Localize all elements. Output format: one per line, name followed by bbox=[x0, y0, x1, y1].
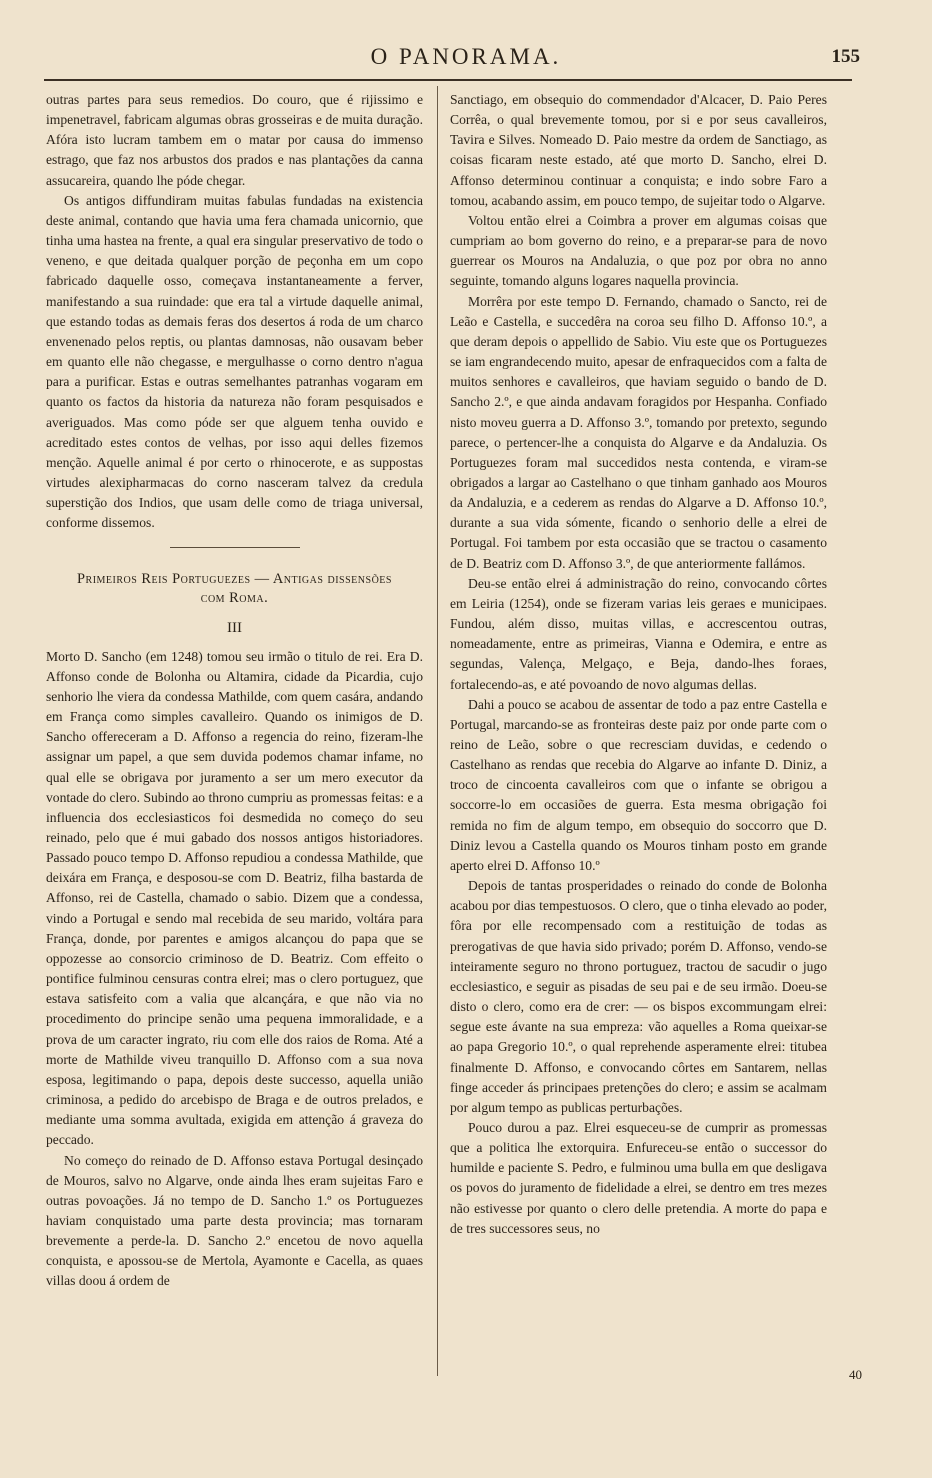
paragraph: outras partes para seus remedios. Do couro, que é rijissimo e impenetravel, fabricam algumas obras grosseiras e de muita duração. Afóra isto lucram tambem em o matar por causa do immenso estrago, que faz nos arbustos dos prados e nas plantações da canna assucareira, quando lhe póde chegar. bbox=[46, 92, 423, 188]
paragraph: Morrêra por este tempo D. Fernando, chamado o Sancto, rei de Leão e Castella, e succedêra na coroa seu filho D. Affonso 10.º, a que deram depois o appellido de Sabio. Viu este que os Portuguezes se iam engrandecendo muito, apesar de enfraquecidos com a falta de muitos senhores e cavalleiros, que haviam seguido o bando de D. Sancho 2.º, e que ainda andavam foragidos por Hespanha. Confiado nisto moveu guerra a D. Affonso 3.º, tomando por pretexto, segundo parece, o pertencer-lhe a conquista do Algarve e da Andaluzia. Os Portuguezes foram mal succedidos nesta contenda, e viram-se obrigados a largar ao Castelhano o que tinham ganhado aos Mouros da Andaluzia, e a cederem as rendas do Algarve a D. Affonso 10.º, durante a sua vida sómente, ficando o senhorio delle a elrei de Portugal. Foi tambem por esta occasião que se tractou o casamento de D. Beatriz com D. Affonso 3.º, de que anteriormente fallámos. bbox=[450, 293, 827, 571]
paragraph: Pouco durou a paz. Elrei esqueceu-se de cumprir as promessas que a politica lhe extorquira. Enfureceu-se então o successor do humilde e paciente S. Pedro, e fulminou uma bulla em que desligava os povos do juramento de fidelidade a elrei, se dentro em tres mezes não estivesse por quanto o clero delle pretendia. A morte do papa e de tres successores seus, no bbox=[450, 1119, 827, 1236]
paragraph: Dahi a pouco se acabou de assentar de todo a paz entre Castella e Portugal, marcando-se as fronteiras deste paiz por onde parte com o reino de Leão, sobre o que recresciam duvidas, e cedendo o Castelhano as rendas que recebia do Algarve ao infante D. Diniz, a troco de cincoenta cavalleiros com que o infante se obrigou a soccorre-lo em occasiões de guerra. Esta mesma obrigação foi remida no fim de algum tempo, em obsequio do soccorro que D. Diniz levou a Castella quando os Mouros tinham posto em grande aperto elrei D. Affonso 10.º bbox=[450, 696, 827, 873]
section-title bbox=[46, 570, 423, 608]
page-header bbox=[44, 42, 888, 78]
signature-mark: 40 bbox=[849, 1367, 862, 1382]
page-title: O PANORAMA. bbox=[370, 44, 562, 69]
paragraph: No começo do reinado de D. Affonso estava Portugal desinçado de Mouros, salvo no Algarve, onde ainda lhes eram sujeitas Faro e outras povoações. Já no tempo de D. Sancho 1.º os Portuguezes haviam conquistado uma parte desta provincia; mas tornaram brevemente a perde-la. D. Sancho 2.º encetou de novo aquella conquista, e apossou-se de Mertola, Ayamonte e Cacella, as quaes villas doou á ordem de bbox=[46, 1152, 423, 1289]
paragraph: Deu-se então elrei á administração do reino, convocando côrtes em Leiria (1254), onde se fizeram varias leis geraes e municipaes. Fundou, além disso, muitas villas, e accrescentou outras, nomeadamente, entre as primeiras, Vianna e Odemira, e entre as segundas, Valença, Melgaço, e Beja, dando-lhes foraes, fortalecendo-as, e até povoando de novo algumas dellas. bbox=[450, 575, 827, 692]
header-rule bbox=[44, 79, 852, 81]
page-number: 155 bbox=[831, 46, 860, 67]
section-number: III bbox=[227, 620, 242, 637]
section-title-line: com Roma. bbox=[200, 590, 269, 607]
paragraph: Voltou então elrei a Coimbra a prover em algumas coisas que cumpriam ao bom governo do reino, e a preparar-se para de novo guerrear os Mouros na Andaluzia, o que poz por obra no anno seguinte, tomando alguns logares naquella provincia. bbox=[450, 212, 827, 289]
column-divider bbox=[437, 86, 438, 1376]
left-column bbox=[46, 90, 423, 1292]
section-end-rule bbox=[170, 547, 300, 548]
section-title-line: Primeiros Reis Portuguezes — Antigas dissensões bbox=[77, 571, 392, 588]
paragraph: Sanctiago, em obsequio do commendador d'Alcacer, D. Paio Peres Corrêa, o qual brevemente tomou, por si e por seus cavalleiros, Tavira e Silves. Nomeado D. Paio mestre da ordem de Sanctiago, as coisas ficaram neste estado, até que morto D. Sancho, elrei D. Affonso determinou continuar a conquista; e indo sobre Faro a tomou, acabando assim, em pouco tempo, de sujeitar todo o Algarve. bbox=[450, 92, 827, 208]
paragraph: Depois de tantas prosperidades o reinado do conde de Bolonha acabou por dias tempestuosos. O clero, que o tinha elevado ao poder, fôra por elle recompensado com a restituição de todas as prerogativas de que havia sido privado; porém D. Affonso, vendo-se inteiramente seguro no throno portuguez, tractou de sacudir o jugo ecclesiastico, e seguir as pisadas de seu pai e de seu irmão. Doeu-se disto o clero, como era de crer: — os bispos excommungam elrei: segue este ávante na sua empreza: vão aquelles a Roma queixar-se ao papa Gregorio 10.º, o qual reprehende asperamente elrei: titubea finalmente D. Affonso, e convocando côrtes em Santarem, nellas finge acceder ás principaes pretenções do clero; e assim se acalmam por algum tempo as publicas perturbações. bbox=[450, 878, 827, 1115]
paragraph: Morto D. Sancho (em 1248) tomou seu irmão o titulo de rei. Era D. Affonso conde de Bolonha ou Altamira, cidade da Picardia, cujo senhorio lhe viera da condessa Mathilde, com quem casára, andando em França como simples cavalleiro. Quando os inimigos de D. Sancho offereceram a D. Affonso a regencia do reino, fizeram-lhe assignar um papel, a que sem duvida podemos chamar infame, no qual elle se obrigava por juramento a ser um mero executor da vontade do clero. Subindo ao throno cumpriu as promessas feitas: e a influencia dos ecclesiasticos foi desmedida no começo do seu reinado, pelo que é mui gabado dos nossos antigos historiadores. Passado pouco tempo D. Affonso repudiou a condessa Mathilde, que deixára em França, e desposou-se com D. Beatriz, filha bastarda de Affonso, rei de Castella, chamado o sabio. Dizem que a condessa, vindo a Portugal e sendo mal recebida de seu marido, voltára para França, donde, por parentes e amigos alcançou do papa que se oppozesse ao consorcio criminoso de D. Beatriz. Com effeito o pontifice fulminou censuras contra elrei; mas o clero portuguez, que estava satisfeito com a valia que alcançára, e que não via no procedimento do principe senão uma pequena immoralidade, e a prova de um caracter ingrato, riu com elle dos raios de Roma. Até a morte de Mathilde viveu tranquillo D. Affonso com a sua nova esposa, legitimando o papa, depois deste successo, aquella união criminosa, a pedido do arcebispo de Braga e de outros prelados, e mediante uma somma avultada, exigida em attenção á graveza do peccado. bbox=[46, 648, 423, 1148]
paragraph: Os antigos diffundiram muitas fabulas fundadas na existencia deste animal, contando que havia uma fera chamada unicornio, que tinha uma hastea na frente, a qual era singular preservativo de todo o veneno, e que deitada qualquer porção de peçonha em um copo fabricado daquelle osso, começava instantaneamente a ferver, manifestando a sua ruindade: que era tal a virtude daquelle animal, que estando todas as demais feras dos desertos á roda de um charco envenenado pelos reptis, ou plantas damnosas, não ousavam beber em quanto elle não chegasse, e mergulhasse o corno dentro n'agua para a purificar. Estas e outras semelhantes patranhas vogaram em quanto os factos da historia da natureza não foram pesquisados e averiguados. Mas como póde ser que alguem tenha ouvido e acreditado estes contos de velhas, por isso aqui delles fizemos menção. Aquelle animal é por certo o rhinocerote, e as suppostas virtudes alexipharmacas do corno nasceram talvez da credula superstição dos Indios, que usam delle como de triaga universal, conforme dissemos. bbox=[46, 192, 423, 531]
right-column bbox=[450, 90, 827, 1239]
